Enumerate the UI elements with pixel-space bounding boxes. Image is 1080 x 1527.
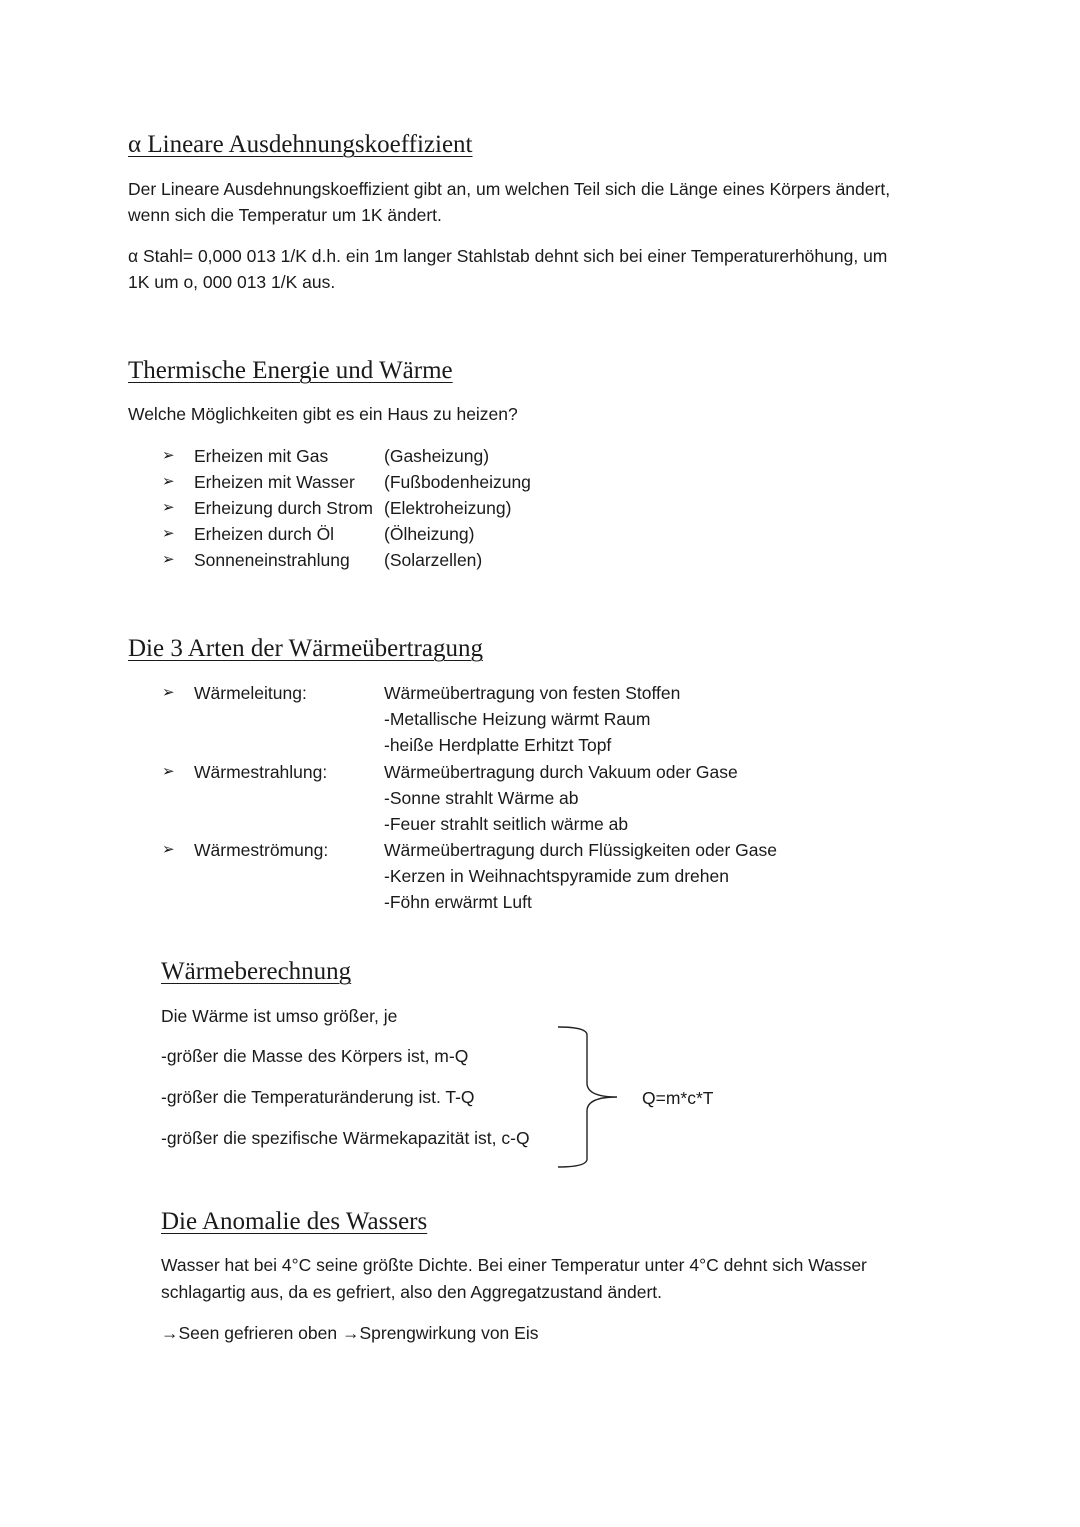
arrow-bullet-icon: ➢ <box>162 525 175 542</box>
anomaly-description-line-2: schlagartig aus, da es gefriert, also den Aggregatzustand ändert. <box>161 1282 663 1302</box>
heading-water-anomaly: Die Anomalie des Wassers <box>161 1208 428 1235</box>
calculation-condition: -größer die Temperaturänderung ist. T-Q <box>161 1087 475 1107</box>
heating-method: Erheizen mit Gas <box>194 446 329 466</box>
calculation-intro: Die Wärme ist umso größer, je <box>161 1006 398 1026</box>
calculation-condition: -größer die Masse des Körpers ist, m-Q <box>161 1046 469 1066</box>
heating-question: Welche Möglichkeiten gibt es ein Haus zu heizen? <box>128 404 518 424</box>
heating-method: Erheizung durch Strom <box>194 498 373 518</box>
transfer-type-name: Wärmestrahlung: <box>194 762 328 782</box>
arrow-bullet-icon: ➢ <box>162 684 175 701</box>
transfer-example: -Feuer strahlt seitlich wärme ab <box>384 814 629 834</box>
consequence-text: Sprengwirkung von Eis <box>359 1323 539 1343</box>
calculation-condition: -größer die spezifische Wärmekapazität ist, c-Q <box>161 1128 530 1148</box>
transfer-type-name: Wärmeleitung: <box>194 683 307 703</box>
heading-heat-calculation: Wärmeberechnung <box>161 958 352 985</box>
heading-linear-expansion: α Lineare Ausdehnungskoeffizient <box>128 131 473 158</box>
anomaly-consequences <box>161 1320 538 1347</box>
arrow-bullet-icon: ➢ <box>162 551 175 568</box>
transfer-description: Wärmeübertragung durch Vakuum oder Gase <box>384 762 738 782</box>
anomaly-description-line-1: Wasser hat bei 4°C seine größte Dichte. Bei einer Temperatur unter 4°C dehnt sich Wasser <box>161 1255 867 1275</box>
arrow-bullet-icon: ➢ <box>162 447 175 464</box>
heading-thermal-energy: Thermische Energie und Wärme <box>128 357 453 384</box>
heating-method: Sonneneinstrahlung <box>194 550 350 570</box>
expansion-definition-line-2: wenn sich die Temperatur um 1K ändert. <box>128 205 442 225</box>
consequence-text: Seen gefrieren oben <box>178 1323 338 1343</box>
curly-brace-icon <box>555 1025 625 1170</box>
right-arrow-icon: → <box>161 1323 179 1343</box>
heating-method: Erheizen mit Wasser <box>194 472 355 492</box>
steel-example-line-1: α Stahl= 0,000 013 1/K d.h. ein 1m langer Stahlstab dehnt sich bei einer Temperaturerhöhung, um <box>128 246 888 266</box>
heating-type: (Solarzellen) <box>384 550 483 570</box>
arrow-bullet-icon: ➢ <box>162 473 175 490</box>
heating-type: (Fußbodenheizung <box>384 472 531 492</box>
heating-method: Erheizen durch Öl <box>194 524 335 544</box>
transfer-example: -Metallische Heizung wärmt Raum <box>384 709 651 729</box>
transfer-example: -Föhn erwärmt Luft <box>384 892 532 912</box>
transfer-type-name: Wärmeströmung: <box>194 840 329 860</box>
transfer-example: -heiße Herdplatte Erhitzt Topf <box>384 735 612 755</box>
arrow-bullet-icon: ➢ <box>162 841 175 858</box>
right-arrow-icon: → <box>341 1323 360 1343</box>
transfer-example: -Kerzen in Weihnachtspyramide zum drehen <box>384 866 729 886</box>
transfer-description: Wärmeübertragung durch Flüssigkeiten oder Gase <box>384 840 777 860</box>
heat-formula: Q=m*c*T <box>642 1088 714 1108</box>
heading-heat-transfer: Die 3 Arten der Wärmeübertragung <box>128 635 483 662</box>
heating-type: (Ölheizung) <box>384 524 475 544</box>
heating-type: (Gasheizung) <box>384 446 490 466</box>
transfer-description: Wärmeübertragung von festen Stoffen <box>384 683 681 703</box>
arrow-bullet-icon: ➢ <box>162 499 175 516</box>
arrow-bullet-icon: ➢ <box>162 763 175 780</box>
steel-example-line-2: 1K um o, 000 013 1/K aus. <box>128 272 336 292</box>
expansion-definition-line-1: Der Lineare Ausdehnungskoeffizient gibt an, um welchen Teil sich die Länge eines Körpers ändert, <box>128 179 891 199</box>
heating-type: (Elektroheizung) <box>384 498 512 518</box>
transfer-example: -Sonne strahlt Wärme ab <box>384 788 579 808</box>
